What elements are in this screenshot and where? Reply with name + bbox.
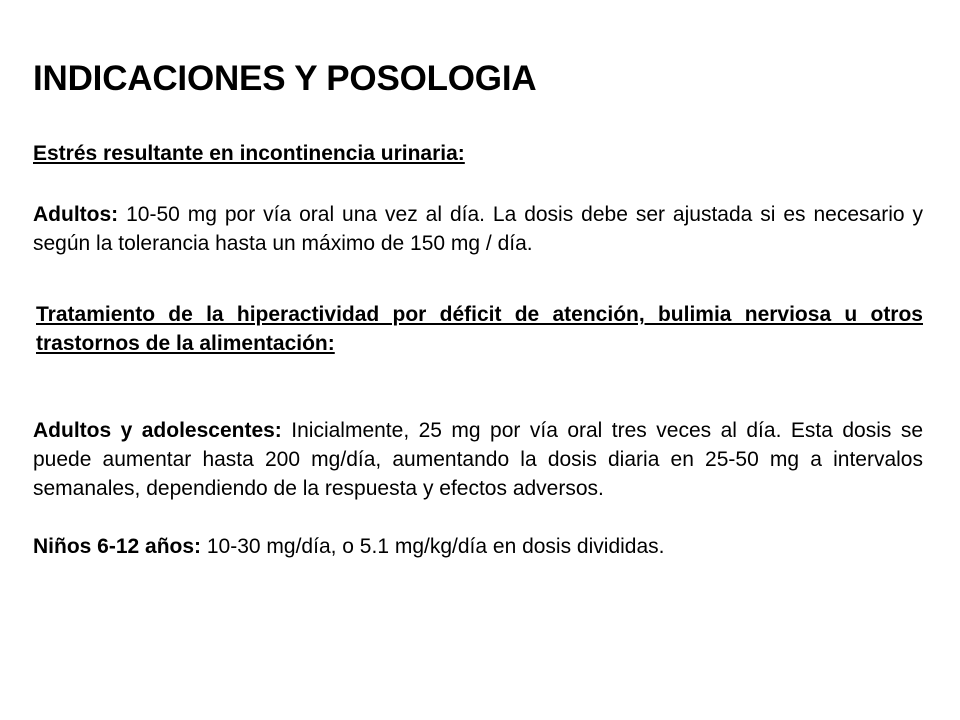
adults-dosage-text: 10-50 mg por vía oral una vez al día. La dosis debe ser ajustada si es necesario y según la tolerancia hasta un máximo de 150 mg / día.: [33, 203, 923, 255]
adults-label: Adultos:: [33, 203, 119, 226]
adults-dosage-paragraph: [33, 200, 923, 258]
section-heading-adhd-eating-disorders: Tratamiento de la hiperactividad por déficit de atención, bulimia nerviosa u otros trastornos de la alimentación:: [36, 303, 923, 355]
children-dosage-paragraph: [33, 532, 923, 561]
children-label: Niños 6-12 años:: [33, 535, 202, 558]
page-title: INDICACIONES Y POSOLOGIA: [33, 59, 537, 98]
slide-content: [33, 55, 923, 561]
section-heading-urinary-incontinence: Estrés resultante en incontinencia urinaria:: [33, 142, 465, 165]
adults-adolescents-dosage-paragraph: [33, 416, 923, 503]
adults-adolescents-dosage-text: Inicialmente, 25 mg por vía oral tres veces al día. Esta dosis se puede aumentar hasta 200 mg/día, aumentando la dosis diaria en 25-50 mg a intervalos semanales, dependiendo de la respuesta y efectos adversos.: [33, 419, 923, 500]
children-dosage-text: 10-30 mg/día, o 5.1 mg/kg/día en dosis divididas.: [201, 535, 665, 558]
adults-adolescents-label: Adultos y adolescentes:: [33, 419, 282, 442]
